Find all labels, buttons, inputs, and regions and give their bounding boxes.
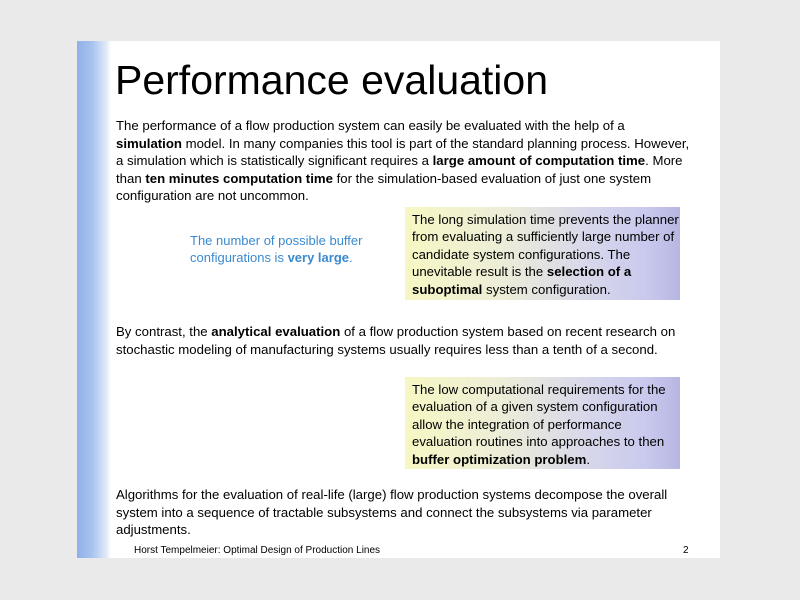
intro-paragraph-segment: ten minutes computation time (145, 170, 333, 186)
decorative-side-bar (77, 41, 111, 558)
slide-footer: Horst Tempelmeier: Optimal Design of Production Lines (134, 545, 381, 556)
computational-requirements-callout-segment: The low computational requirements for the evaluation of a given system configuration allow the integration of performance evaluation routines into approaches to then (412, 382, 666, 450)
intro-paragraph-segment: . More than (116, 153, 683, 186)
simulation-time-callout-segment: system configuration. (482, 281, 611, 297)
decomposition-paragraph (116, 486, 691, 539)
intro-paragraph (116, 117, 691, 205)
page-number: 2 (683, 545, 689, 556)
computational-requirements-callout-segment: . (586, 451, 591, 467)
buffer-configurations-note (190, 232, 390, 266)
intro-paragraph-segment: model. In many companies this tool is part of the standard planning process. However, a simulation which is statistically significant requires a (116, 135, 690, 168)
computational-requirements-callout (405, 377, 680, 469)
buffer-configurations-note-segment: very large (287, 250, 349, 265)
intro-paragraph-segment: for the simulation-based evaluation of just one system configuration are not uncommon. (116, 170, 652, 203)
intro-paragraph-segment: simulation (116, 135, 182, 151)
decomposition-paragraph-segment: Algorithms for the evaluation of real-life (large) flow production systems decompose the overall system into a sequence of tractable subsystems and connect the subsystems via parameter adjustments. (116, 487, 668, 537)
intro-paragraph-segment: The performance of a flow production system can easily be evaluated with the help of a (116, 118, 625, 133)
simulation-time-callout-segment: selection of a suboptimal (412, 264, 632, 297)
slide (77, 41, 720, 558)
simulation-time-callout (405, 207, 680, 300)
analytical-evaluation-paragraph (116, 323, 691, 358)
slide-title: Performance evaluation (115, 57, 549, 103)
intro-paragraph-segment: large amount of computation time (432, 153, 646, 168)
simulation-time-callout-segment: The long simulation time prevents the planner from evaluating a sufficiently large number of candidate system configurations. The unevitable result is the (412, 212, 679, 280)
analytical-evaluation-paragraph-segment: By contrast, the (116, 324, 212, 339)
analytical-evaluation-paragraph-segment: of a flow production system based on recent research on stochastic modeling of manufacturing systems usually requires less than a tenth of a second. (116, 324, 676, 357)
buffer-configurations-note-segment: . (349, 250, 353, 265)
computational-requirements-callout-segment: buffer optimization problem (412, 451, 587, 467)
buffer-configurations-note-segment: The number of possible buffer configurations is (190, 233, 363, 265)
analytical-evaluation-paragraph-segment: analytical evaluation (211, 324, 341, 339)
